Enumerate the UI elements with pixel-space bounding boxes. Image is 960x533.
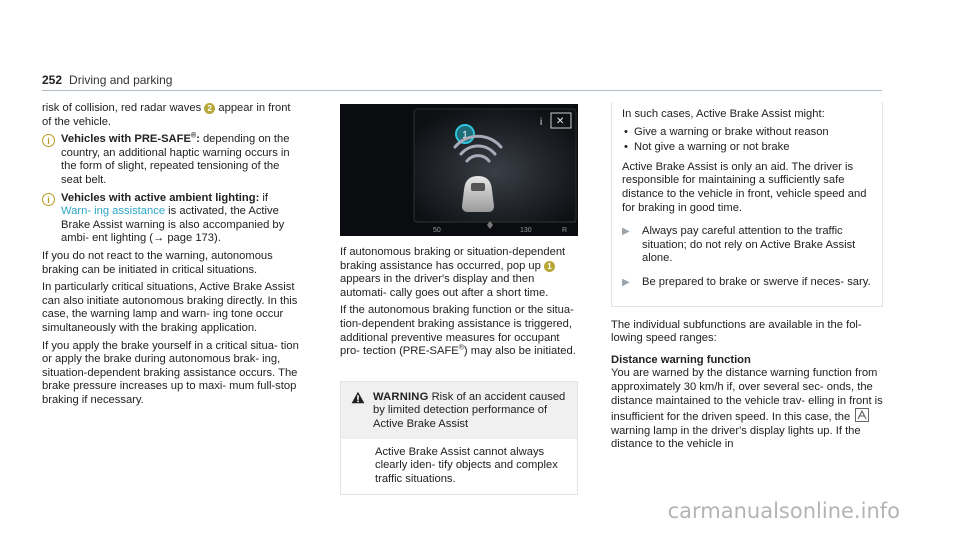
paragraph-no-react: If you do not react to the warning, autonomous braking can be initiated in critical situations. — [42, 249, 273, 276]
note-term: Vehicles with active ambient lighting: — [61, 191, 260, 204]
popup-window — [414, 109, 576, 222]
warning-title: Risk of an accident caused by limited detection performance of Active Brake Assist — [373, 390, 566, 430]
list-item: • Give a warning or brake without reason — [622, 126, 872, 140]
column-left — [42, 102, 300, 411]
page-number: 252 — [42, 73, 63, 87]
instruction-item: ▶ Be prepared to brake or swerve if neces- sary. — [622, 275, 871, 288]
warning-triangle-icon — [351, 391, 365, 404]
page-reference-link[interactable]: → page 173 — [153, 232, 214, 245]
paragraph-only-aid: Active Brake Assist is only an aid. The driver is responsible for maintaining a sufficiently safe distance to the vehicle in front, vehicle speed and for braking in good time. — [622, 160, 867, 214]
vehicle-icon — [462, 176, 494, 212]
paragraph-distance-warning: You are warned by the distance warning function from approximately 30 km/h if, over several sec- onds, the distance maintained to the vehicle trav- elling in front is insufficient for the driven speed. In this case, the warning lamp in the driver's display lights up. If the distance to the vehicle in — [611, 367, 883, 451]
page-header — [42, 74, 172, 88]
subsection-heading: Distance warning function — [611, 353, 751, 366]
warning-header — [341, 382, 577, 439]
driver-display-image — [340, 104, 578, 236]
warning-label: WARNING — [373, 390, 429, 403]
paragraph-critical: In particularly critical situations, Active Brake Assist can also initiate autonomous braking directly. In this case, the warning lamp and warn- ing tone occur simultaneously with the braking application. — [42, 281, 298, 334]
paragraph-pre-safe: If the autonomous braking function or the situa- tion-dependent braking assistance is triggered, additional preventive measures for occupant pro- tection (PRE-SAFE®) may also be initiated. — [340, 304, 576, 358]
arrow-right-icon: ▶ — [622, 276, 630, 288]
warning-assistance-link[interactable]: Warn- ing assistance — [61, 205, 166, 218]
paragraph-radar: risk of collision, red radar waves 2 appear in front of the vehicle. — [42, 102, 291, 128]
instruction-item: ▶ Always pay careful attention to the traffic situation; do not rely on Active Brake Assist alone. — [622, 225, 856, 265]
paragraph-popup: If autonomous braking or situation-dependent braking assistance has occurred, pop up 1 appears in the driver's display and then automati- cally goes out after a short time. — [340, 246, 566, 299]
close-icon: ✕ — [556, 116, 565, 127]
distance-warning-lamp-icon — [855, 408, 869, 422]
speed-left-readout: 50 — [433, 227, 441, 234]
info-icon: i — [42, 134, 55, 147]
paragraph-apply-brake: If you apply the brake yourself in a critical situa- tion or apply the brake during autonomous brak- ing, situation-dependent braking assistance occurs. The brake pressure increases up to maxi- mum full-stop braking if necessary. — [42, 339, 299, 406]
note-pre-safe: i Vehicles with PRE-SAFE®: depending on the country, an additional haptic warning occurs in the form of slight, repeated tensioning of the seat belt. — [42, 133, 300, 187]
callout-marker-2: 2 — [204, 103, 215, 114]
section-title: Driving and parking — [69, 73, 173, 87]
bullet-list — [622, 126, 872, 155]
watermark: carmanualsonline.info — [667, 499, 900, 524]
note-ambient-lighting: i Vehicles with active ambient lighting: if Warn- ing assistance is activated, the Active Brake Assist warning is also accompanied by ambi- ent lighting (→ page 173). — [42, 192, 300, 246]
note-term: Vehicles with PRE-SAFE®: — [61, 132, 200, 146]
paragraph-subfunctions: The individual subfunctions are available in the fol- lowing speed ranges: — [611, 318, 862, 345]
driver-display-illustration — [340, 104, 578, 236]
warning-body: Active Brake Assist cannot always clearly iden- tify objects and complex traffic situations. — [375, 445, 558, 485]
gear-indicator: R — [562, 227, 568, 234]
info-icon: i — [540, 117, 543, 128]
column-right — [611, 102, 883, 456]
info-icon: i — [42, 193, 55, 206]
list-item: • Not give a warning or not brake — [622, 141, 872, 155]
speed-right-readout: 130 — [520, 227, 532, 234]
popup-marker-number: 1 — [462, 130, 468, 141]
warning-box-continued — [611, 102, 883, 307]
warning-box — [340, 381, 578, 496]
column-middle — [340, 104, 578, 495]
paragraph-such-cases: In such cases, Active Brake Assist might: — [622, 108, 825, 120]
callout-marker-1: 1 — [544, 261, 555, 272]
arrow-right-icon: ▶ — [622, 226, 630, 238]
header-rule — [42, 90, 882, 91]
